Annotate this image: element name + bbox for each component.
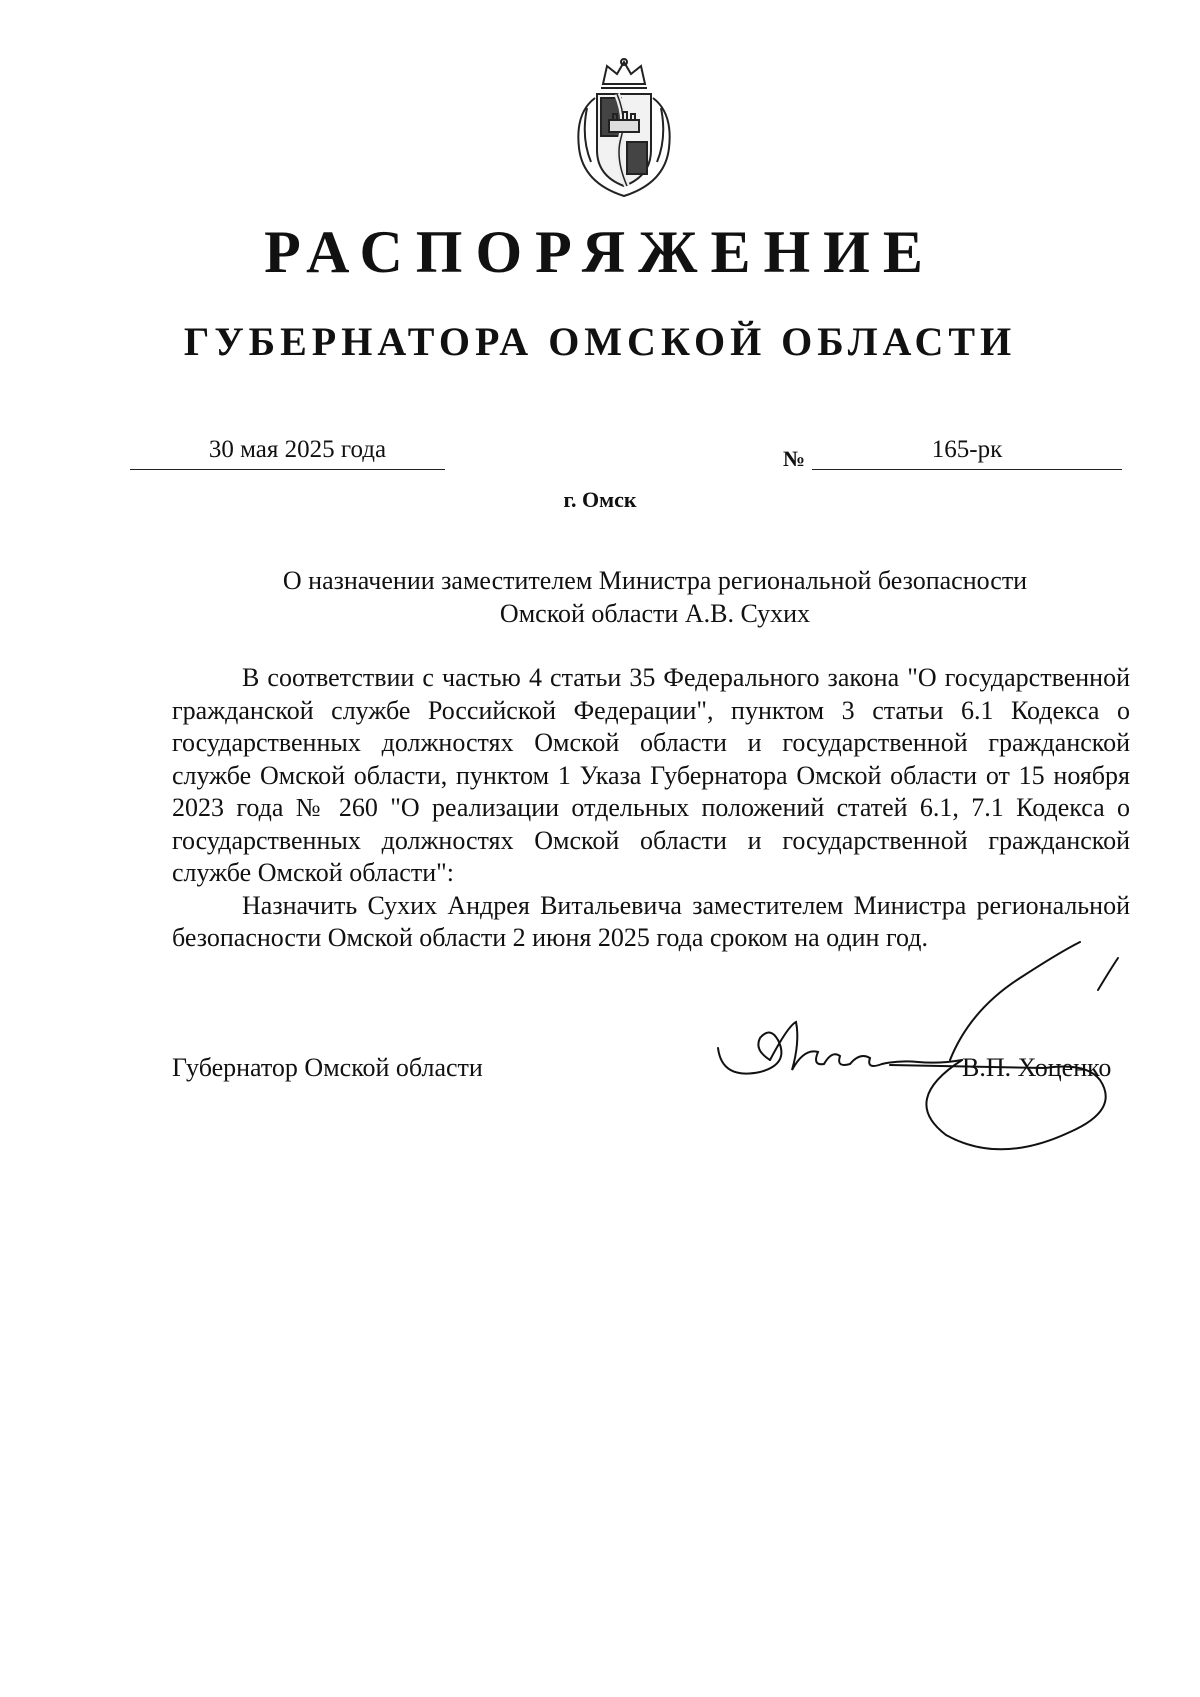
body-paragraph: Назначить Сухих Андрея Витальевича заместителем Министра региональной безопасности Омской области 2 июня 2025 года сроком на один год. (172, 890, 1130, 952)
body-paragraph: В соответствии с частью 4 статьи 35 Федерального закона "О государственной гражданской службе Российской Федерации", пунктом 3 статьи 6.1 Кодекса о государственных должностях Омской области и государственной гражданской службе Омской области, пунктом 1 Указа Губернатора Омской области от 15 ноября 2023 года № 260 "О реализации отдельных положений статей 6.1, 7.1 Кодекса о государственных должностях Омской области и государственной гражданской службе Омской области": (172, 663, 1130, 887)
heading-line: Омской области А.В. Сухих (499, 599, 811, 628)
number-label: № (783, 446, 806, 471)
handwritten-signature (700, 930, 1140, 1170)
document-body (172, 662, 1130, 955)
heading-line: О назначении заместителем Министра региональной безопасности (282, 566, 1028, 595)
document-type-title: РАСПОРЯЖЕНИЕ (264, 219, 936, 285)
document-number: 165-рк (812, 435, 1122, 470)
document-heading (0, 564, 1200, 630)
city-label: г. Омск (563, 487, 637, 512)
signatory-position: Губернатор Омской области (172, 1053, 483, 1082)
document-date: 30 мая 2025 года (130, 435, 445, 470)
signatory-name: В.П. Хоценко (962, 1053, 1112, 1082)
coat-of-arms-emblem (565, 58, 683, 200)
issuer-title: ГУБЕРНАТОРА ОМСКОЙ ОБЛАСТИ (183, 319, 1017, 364)
